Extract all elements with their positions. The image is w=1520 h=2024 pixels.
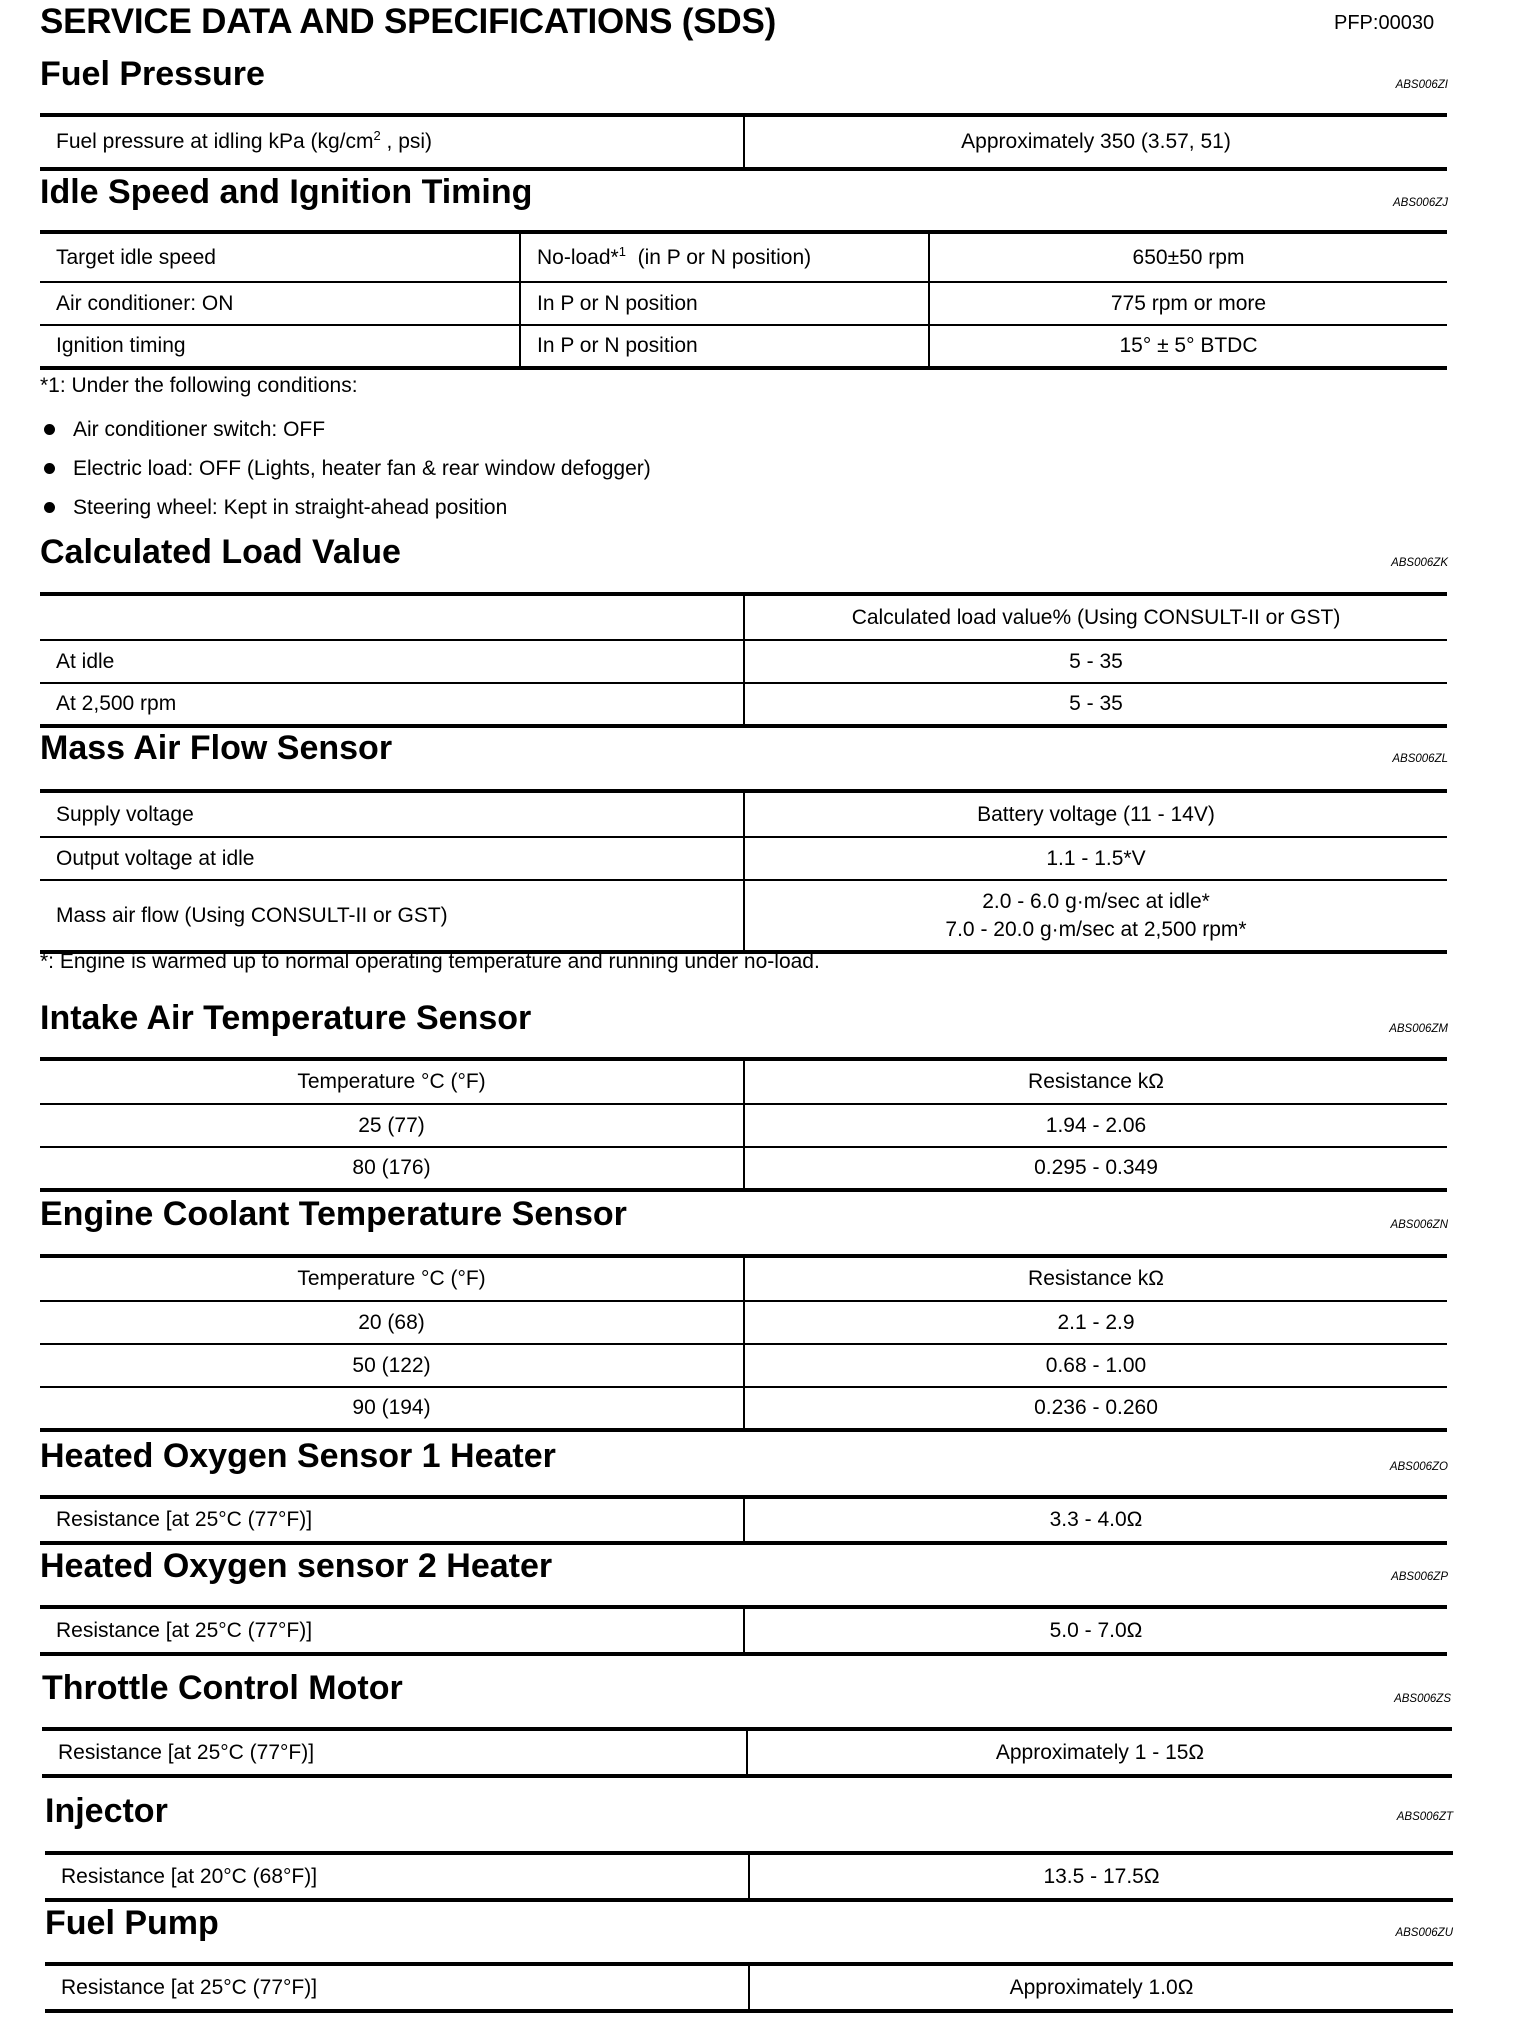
- spec-label: Resistance [at 25°C (77°F)]: [45, 1964, 749, 2011]
- section-heading: Intake Air Temperature Sensor: [40, 999, 532, 1037]
- table-row: [45, 1853, 1453, 1900]
- table-header-row: [40, 1059, 1447, 1104]
- table-header-row: [40, 594, 1447, 640]
- table-row: [40, 640, 1447, 683]
- temperature-value: 80 (176): [40, 1147, 744, 1190]
- section-heading: Mass Air Flow Sensor: [40, 729, 393, 767]
- spec-value: Approximately 1.0Ω: [749, 1964, 1453, 2011]
- mass-air-flow-table: [40, 789, 1447, 954]
- section-heading: Throttle Control Motor: [42, 1669, 403, 1707]
- table-row: [40, 1147, 1447, 1190]
- spec-condition: In P or N position: [520, 325, 929, 368]
- table-row: [40, 837, 1447, 880]
- resistance-value: 0.68 - 1.00: [744, 1344, 1447, 1387]
- spec-label: Output voltage at idle: [40, 837, 744, 880]
- table-row: [42, 1729, 1452, 1776]
- page-code: PFP:00030: [1334, 12, 1435, 34]
- section-heading: Heated Oxygen sensor 2 Heater: [40, 1547, 553, 1585]
- section-heading: Calculated Load Value: [40, 533, 401, 571]
- header-resistance: Resistance kΩ: [744, 1256, 1447, 1301]
- table-row: [40, 1104, 1447, 1147]
- spec-label: Resistance [at 25°C (77°F)]: [40, 1497, 744, 1543]
- list-item: Steering wheel: Kept in straight-ahead position: [40, 488, 651, 527]
- spec-label: Resistance [at 25°C (77°F)]: [42, 1729, 747, 1776]
- spec-label: At idle: [40, 640, 744, 683]
- section-heading: Engine Coolant Temperature Sensor: [40, 1195, 627, 1233]
- engine-coolant-temp-table: [40, 1254, 1447, 1432]
- header-value: Calculated load value% (Using CONSULT-II or GST): [744, 594, 1447, 640]
- spec-value: 3.3 - 4.0Ω: [744, 1497, 1447, 1543]
- section-heading: Heated Oxygen Sensor 1 Heater: [40, 1437, 556, 1475]
- table-row: [45, 1964, 1453, 2011]
- spec-item: Ignition timing: [40, 325, 520, 368]
- spec-value: 650±50 rpm: [929, 232, 1447, 282]
- spec-value: 15° ± 5° BTDC: [929, 325, 1447, 368]
- spec-label: Fuel pressure at idling kPa ($kg/cm^2$ , psi): [40, 115, 744, 169]
- table-row: [40, 1387, 1447, 1430]
- list-item: Air conditioner switch: OFF: [40, 410, 651, 449]
- table-row: [40, 1301, 1447, 1344]
- footnote: *: Engine is warmed up to normal operating temperature and running under no-load.: [40, 950, 820, 973]
- temperature-value: 50 (122): [40, 1344, 744, 1387]
- section-code: ABS006ZN: [1390, 1219, 1448, 1231]
- table-row: [40, 791, 1447, 837]
- list-item: Electric load: OFF (Lights, heater fan & rear window defogger): [40, 449, 651, 488]
- spec-value: Battery voltage (11 - 14V): [744, 791, 1447, 837]
- temperature-value: 25 (77): [40, 1104, 744, 1147]
- resistance-value: 2.1 - 2.9: [744, 1301, 1447, 1344]
- idle-speed-table: [40, 230, 1447, 370]
- calculated-load-table: [40, 592, 1447, 728]
- bullet-icon: [44, 463, 55, 474]
- spec-value: 5 - 35: [744, 683, 1447, 726]
- footnote: *1: Under the following conditions:: [40, 374, 358, 397]
- section-code: ABS006ZL: [1392, 753, 1448, 765]
- spec-value: 2.0 - 6.0 g·m/sec at idle* 7.0 - 20.0 g·m/sec at 2,500 rpm*: [744, 880, 1447, 952]
- spec-value: 13.5 - 17.5Ω: [749, 1853, 1453, 1900]
- section-code: ABS006ZP: [1391, 1571, 1448, 1583]
- header-resistance: Resistance kΩ: [744, 1059, 1447, 1104]
- section-code: ABS006ZM: [1389, 1023, 1448, 1035]
- spec-value: Approximately 1 - 15Ω: [747, 1729, 1452, 1776]
- spec-value: 5 - 35: [744, 640, 1447, 683]
- table-row: [40, 1497, 1447, 1543]
- throttle-motor-table: [42, 1727, 1452, 1778]
- table-row: [40, 232, 1447, 282]
- temperature-value: 20 (68): [40, 1301, 744, 1344]
- page-title: SERVICE DATA AND SPECIFICATIONS (SDS): [40, 2, 777, 41]
- spec-value: 1.1 - 1.5*V: [744, 837, 1447, 880]
- header-temperature: Temperature °C (°F): [40, 1059, 744, 1104]
- fuel-pump-table: [45, 1962, 1453, 2013]
- spec-label: Mass air flow (Using CONSULT-II or GST): [40, 880, 744, 952]
- spec-label: Resistance [at 20°C (68°F)]: [45, 1853, 749, 1900]
- header-label: [40, 594, 744, 640]
- table-row: [40, 282, 1447, 325]
- bullet-icon: [44, 502, 55, 513]
- table-row: [40, 683, 1447, 726]
- spec-label: Resistance [at 25°C (77°F)]: [40, 1607, 744, 1654]
- spec-condition: No-load*$^1$ (in P or N position): [520, 232, 929, 282]
- spec-value: Approximately 350 (3.57, 51): [744, 115, 1447, 169]
- bullet-icon: [44, 424, 55, 435]
- spec-value: 5.0 - 7.0Ω: [744, 1607, 1447, 1654]
- condition-list: [40, 410, 651, 527]
- resistance-value: 0.295 - 0.349: [744, 1147, 1447, 1190]
- section-code: ABS006ZJ: [1393, 197, 1448, 209]
- table-row: [40, 1607, 1447, 1654]
- fuel-pressure-table: [40, 113, 1447, 171]
- resistance-value: 0.236 - 0.260: [744, 1387, 1447, 1430]
- section-heading: Fuel Pressure: [40, 55, 265, 93]
- section-code: ABS006ZU: [1395, 1927, 1453, 1939]
- section-code: ABS006ZO: [1389, 1461, 1448, 1473]
- spec-item: Air conditioner: ON: [40, 282, 520, 325]
- section-code: ABS006ZS: [1394, 1693, 1451, 1705]
- table-row: [40, 115, 1447, 169]
- table-row: [40, 325, 1447, 368]
- temperature-value: 90 (194): [40, 1387, 744, 1430]
- section-heading: Injector: [45, 1792, 168, 1830]
- spec-item: Target idle speed: [40, 232, 520, 282]
- spec-label: At 2,500 rpm: [40, 683, 744, 726]
- spec-label: Supply voltage: [40, 791, 744, 837]
- spec-value: 775 rpm or more: [929, 282, 1447, 325]
- table-header-row: [40, 1256, 1447, 1301]
- ho2s1-heater-table: [40, 1495, 1447, 1545]
- injector-table: [45, 1851, 1453, 1902]
- resistance-value: 1.94 - 2.06: [744, 1104, 1447, 1147]
- ho2s2-heater-table: [40, 1605, 1447, 1656]
- header-temperature: Temperature °C (°F): [40, 1256, 744, 1301]
- spec-condition: In P or N position: [520, 282, 929, 325]
- intake-air-temp-table: [40, 1057, 1447, 1192]
- table-row: [40, 880, 1447, 952]
- section-code: ABS006ZT: [1396, 1811, 1453, 1823]
- section-heading: Idle Speed and Ignition Timing: [40, 173, 533, 211]
- table-row: [40, 1344, 1447, 1387]
- section-code: ABS006ZI: [1395, 79, 1448, 91]
- section-code: ABS006ZK: [1391, 557, 1448, 569]
- section-heading: Fuel Pump: [45, 1904, 219, 1942]
